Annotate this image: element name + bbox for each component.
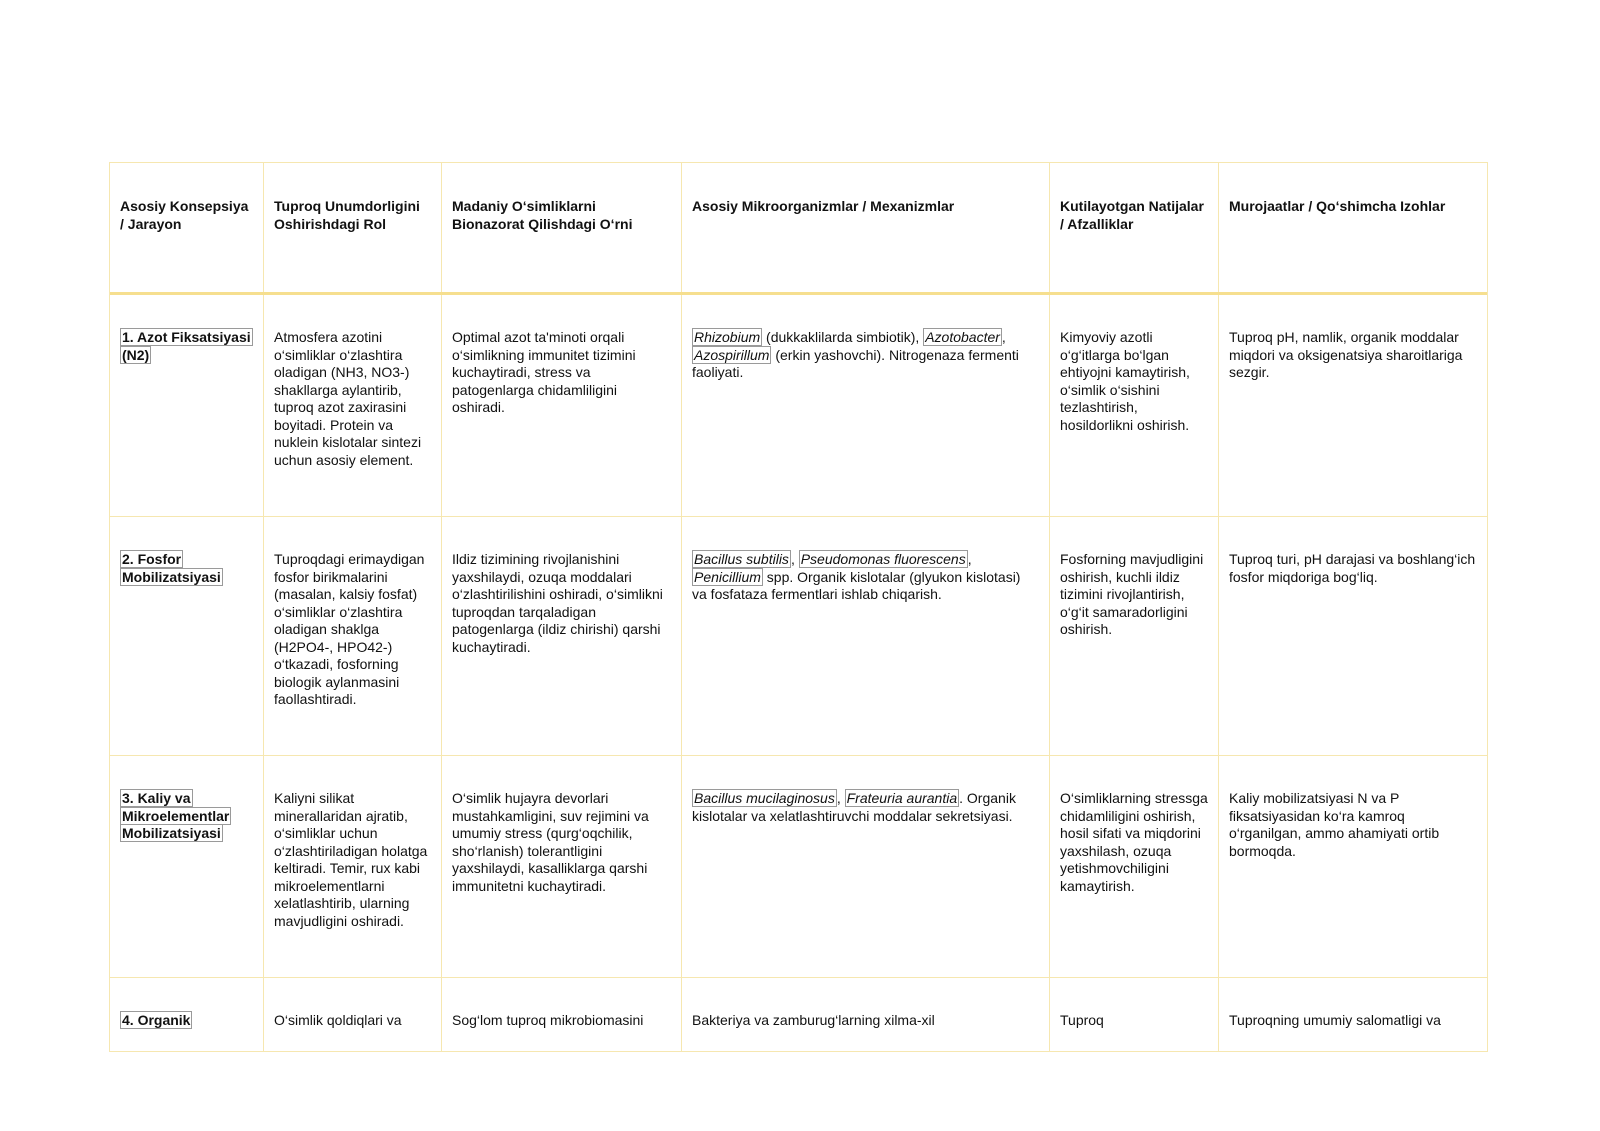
microbes-text: spp. Organik kislotalar (glyukon kislotasi) va fosfataza fermentlari ishlab chiqarish.: [692, 568, 1021, 602]
header-cell-notes: Murojaatlar / Qo‘shimcha Izohlar: [1229, 198, 1446, 214]
biocontrol-cell: Sog‘lom tuproq mikrobiomasini: [442, 978, 682, 1052]
microbes-text: (dukkaklilarda simbiotik),: [762, 329, 924, 345]
species-name: Azospirillum: [694, 346, 770, 363]
table-row: [110, 517, 1487, 756]
table-row: [110, 978, 1487, 1052]
role-cell: Tuproqdagi erimaydigan fosfor birikmalarini (masalan, kalsiy fosfat) o‘simliklar o‘zlashtira oladigan shaklga (H2PO4-, HPO42-) o‘tkazadi, fosforning biologik aylanmasini faollashtiradi.: [264, 517, 442, 755]
species-name: Pseudomonas fluorescens: [800, 551, 966, 567]
role-cell: Atmosfera azotini o‘simliklar o‘zlashtira oladigan (NH3, NO3-) shakllarga aylantirib, tuproq azot zaxirasini boyitadi. Protein va nuklein kislotalar sintezi uchun asosiy element.: [264, 295, 442, 516]
results-cell: O‘simliklarning stressga chidamliligini oshirish, hosil sifati va miqdorini yaxshilash, ozuqa yetishmovchiligini kamaytirish.: [1050, 756, 1219, 977]
concept-label: 3. Kaliy va Mikroelementlar Mobilizatsiyasi: [122, 790, 230, 841]
microbes-text: . Organik kislotalar va xelatlashtiruvchi moddalar sekretsiyasi.: [692, 790, 1016, 824]
results-cell: Fosforning mavjudligini oshirish, kuchli ildiz tizimini rivojlantirish, o‘g‘it samaradorligini oshirish.: [1050, 517, 1219, 755]
header-cell-results: Kutilayotgan Natijalar / Afzalliklar: [1050, 163, 1219, 292]
table-row: [110, 756, 1487, 978]
species-name: Azotobacter: [925, 329, 1000, 345]
table-header-row: [110, 163, 1487, 295]
microbes-cell: [682, 295, 1050, 516]
results-cell: Kimyoviy azotli o‘g‘itlarga bo‘lgan ehtiyojni kamaytirish, o‘simlik o‘sishini tezlashtirish, hosildorlikni oshirish.: [1050, 295, 1219, 516]
concept-cell: [110, 978, 264, 1052]
data-table: [109, 162, 1488, 1052]
concept-cell: [110, 517, 264, 755]
header-cell-concept: Asosiy Konsepsiya / Jarayon: [110, 163, 264, 292]
biocontrol-cell: Optimal azot ta'minoti orqali o‘simlikning immunitet tizimini kuchaytiradi, stress va patogenlarga chidamliligini oshiradi.: [442, 295, 682, 516]
biocontrol-cell: O‘simlik hujayra devorlari mustahkamligini, suv rejimini va umumiy stress (qurg‘oqchilik, sho‘rlanish) tolerantligini yaxshilaydi, kasalliklarga qarshi immunitetni kuchaytiradi.: [442, 756, 682, 977]
table-row: [110, 295, 1487, 517]
notes-cell: Tuproq turi, pH darajasi va boshlang‘ich fosfor miqdoriga bog‘liq.: [1229, 551, 1476, 585]
concept-cell: [110, 295, 264, 516]
microbes-text: ,: [1001, 329, 1006, 345]
microbes-cell: [682, 517, 1050, 755]
microbes-text: ,: [967, 551, 972, 567]
concept-label: 2. Fosfor Mobilizatsiyasi: [122, 551, 221, 585]
species-name: Bacillus mucilaginosus: [694, 790, 835, 806]
concept-label: 1. Azot Fiksatsiyasi (N2): [122, 329, 251, 363]
role-cell: Kaliyni silikat minerallaridan ajratib, o‘simliklar uchun o‘zlashtiriladigan holatga keltiradi. Temir, rux kabi mikroelementlarni xelatlashtirib, ularning mavjudligini oshiradi.: [264, 756, 442, 977]
header-cell-biocontrol: Madaniy O‘simliklarni Bionazorat Qilishdagi O‘rni: [442, 163, 682, 292]
microbes-cell: [682, 978, 1050, 1052]
microbes-text: ,: [836, 790, 845, 806]
notes-cell: Tuproq pH, namlik, organik moddalar miqdori va oksigenatsiya sharoitlariga sezgir.: [1229, 329, 1463, 380]
microbes-text: Bakteriya va zamburug‘larning xilma-xil: [692, 1012, 935, 1028]
species-name: Rhizobium: [694, 329, 761, 345]
header-cell-role: Tuproq Unumdorligini Oshirishdagi Rol: [264, 163, 442, 292]
notes-cell: Kaliy mobilizatsiyasi N va P fiksatsiyasidan ko‘ra kamroq o‘rganilgan, ammo ahamiyati ortib bormoqda.: [1229, 790, 1440, 859]
biocontrol-cell: Ildiz tizimining rivojlanishini yaxshilaydi, ozuqa moddalari o‘zlashtirilishini oshiradi, o‘simlikni tuproqdan tarqaladigan patogenlarga (ildiz chirishi) qarshi kuchaytiradi.: [442, 517, 682, 755]
species-name: Bacillus subtilis: [694, 551, 789, 567]
header-cell-microbes: Asosiy Mikroorganizmlar / Mexanizmlar: [682, 163, 1050, 292]
role-cell: O‘simlik qoldiqlari va: [264, 978, 442, 1052]
notes-cell: Tuproqning umumiy salomatligi va: [1229, 1012, 1441, 1028]
microbes-text: (erkin yashovchi). Nitrogenaza fermenti faoliyati.: [692, 346, 1019, 380]
concept-cell: [110, 756, 264, 977]
microbes-cell: [682, 756, 1050, 977]
results-cell: Tuproq: [1050, 978, 1219, 1052]
concept-label: 4. Organik: [122, 1012, 191, 1028]
microbes-text: ,: [790, 551, 799, 567]
species-name: Frateuria aurantia: [846, 790, 958, 806]
species-name: Penicillium: [694, 568, 761, 585]
